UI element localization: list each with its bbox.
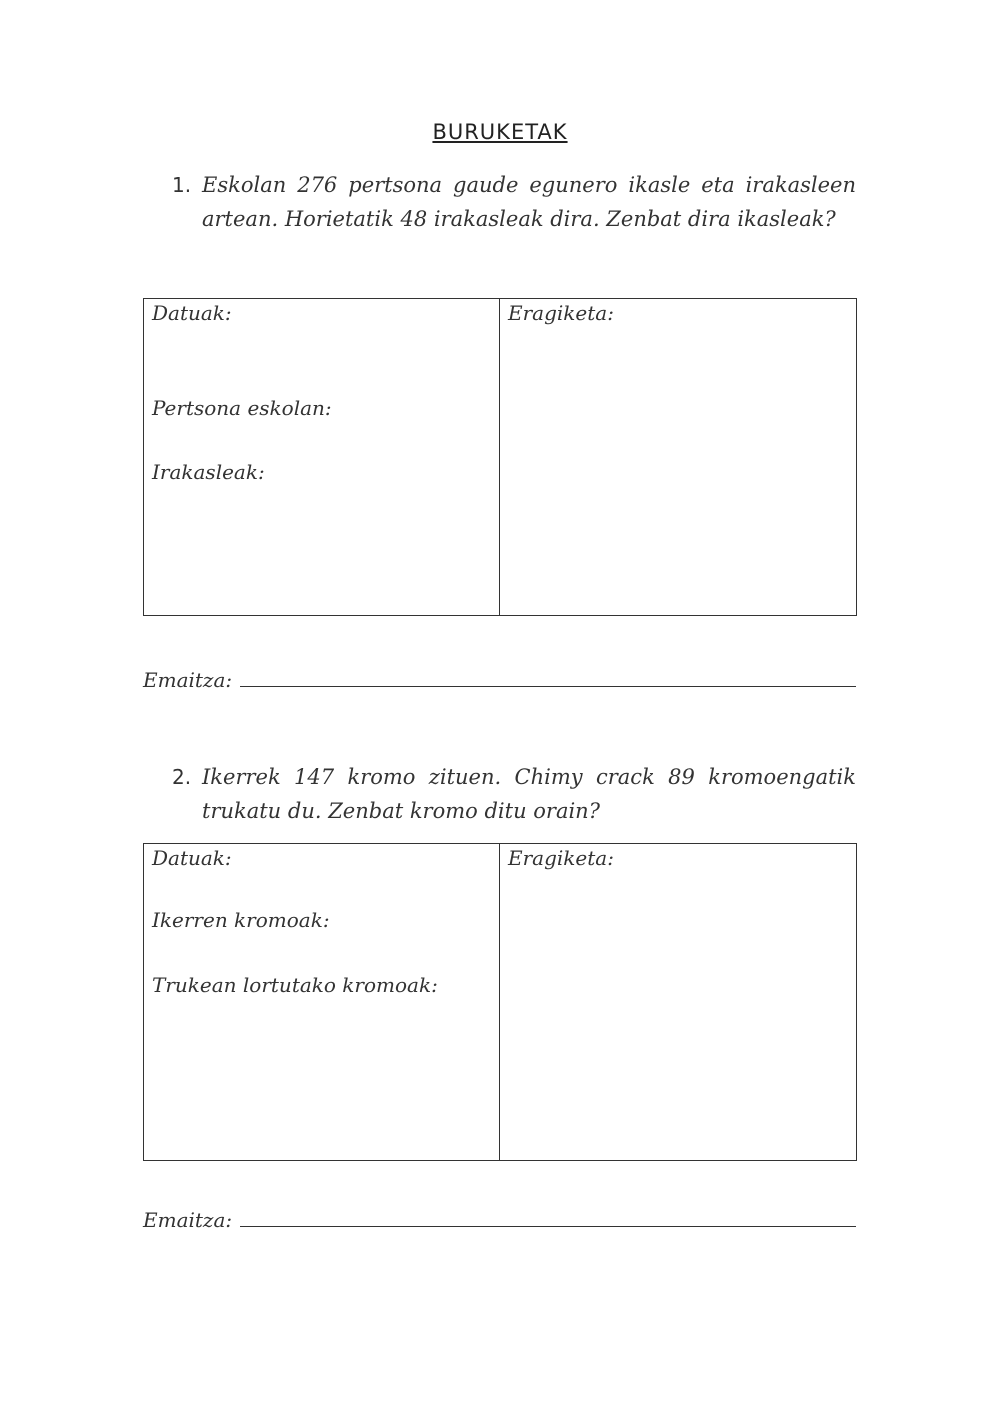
- problem-2-work-table: [143, 843, 857, 1161]
- problem-1-answer-line[interactable]: [240, 686, 856, 687]
- problem-2-operation-label: Eragiketa:: [508, 846, 614, 870]
- problem-2-number: 2.: [172, 765, 192, 789]
- problem-2-result: [143, 1208, 856, 1232]
- problem-1-result-label: Emaitza:: [143, 668, 233, 692]
- problem-1-operation-label: Eragiketa:: [508, 301, 614, 325]
- problem-1-work-table: [143, 298, 857, 616]
- problem-2-data-label: Datuak:: [152, 846, 232, 870]
- problem-2-answer-line[interactable]: [240, 1226, 856, 1227]
- worksheet-title: BURUKETAK: [432, 120, 568, 144]
- problem-1-data-item-people: Pertsona eskolan:: [152, 396, 332, 420]
- problem-2-data-cell[interactable]: [144, 844, 500, 1160]
- problem-1-data-label: Datuak:: [152, 301, 232, 325]
- problem-2-data-item-traded-cards: Trukean lortutako kromoak:: [152, 973, 438, 997]
- problem-1-data-item-teachers: Irakasleak:: [152, 460, 265, 484]
- problem-2-result-label: Emaitza:: [143, 1208, 233, 1232]
- problem-2-text: Ikerrek 147 kromo zituen. Chimy crack 89 kromoengatik trukatu du. Zenbat kromo ditu orain?: [202, 765, 856, 823]
- problem-1-operation-cell[interactable]: [500, 299, 856, 615]
- problem-2-data-item-iker-cards: Ikerren kromoak:: [152, 908, 330, 932]
- problem-1-result: [143, 668, 856, 692]
- problem-2-operation-cell[interactable]: [500, 844, 856, 1160]
- problem-1-data-cell[interactable]: [144, 299, 500, 615]
- problem-1-number: 1.: [172, 173, 192, 197]
- problem-1: [172, 168, 856, 236]
- problem-1-text: Eskolan 276 pertsona gaude egunero ikasle eta irakasleen artean. Horietatik 48 irakasleak dira. Zenbat dira ikasleak?: [202, 173, 856, 231]
- problem-2: [172, 760, 856, 828]
